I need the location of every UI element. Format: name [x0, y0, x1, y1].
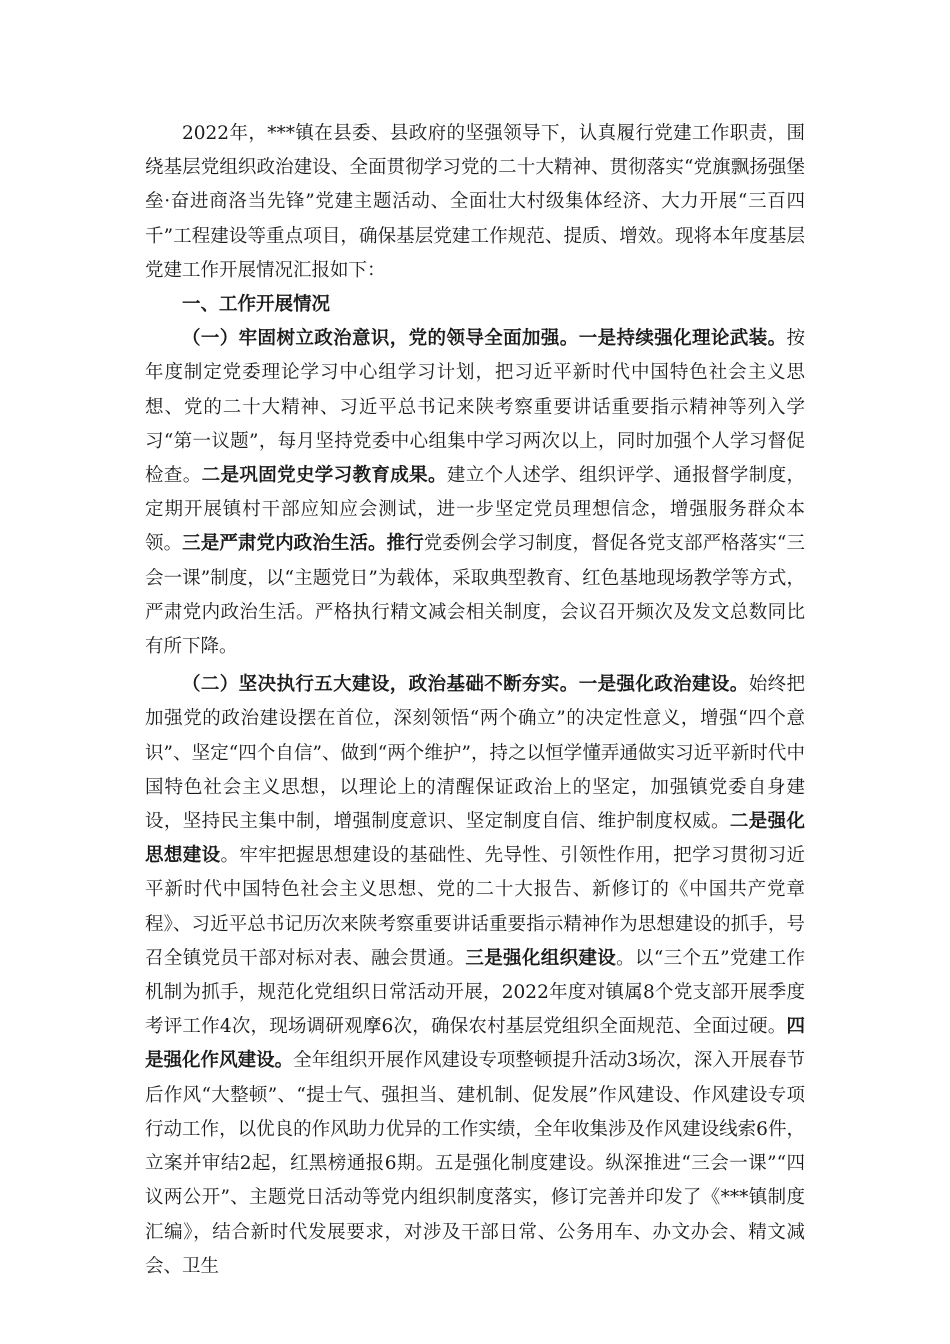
section-heading-text: 一、工作开展情况	[182, 294, 331, 316]
paragraph-2-point-3-text: 。以“三个五”党建工作机制为抓手，规范化党组织日常活动开展，2022年度对镇属8个党支部开展季度考评工作4次，现场调研观摩6次，确保农村基层党组织全面规范、全面过硬。	[145, 947, 805, 1038]
document-body	[145, 117, 805, 1284]
paragraph-1-heading: （一）牢固树立政治意识，党的领导全面加强。	[182, 328, 579, 350]
intro-paragraph	[145, 117, 805, 288]
paragraph-2-point-1-text: 始终把加强党的政治建设摆在首位，深刻领悟“两个确立”的决定性意义，增强“四个意识”、坚定“四个自信”、做到“两个维护”，持之以恒学懂弄通做实习近平新时代中国特色社会主义思想，以理论上的清醒保证政治上的坚定，加强镇党委自身建设，坚持民主集中制，增强制度意识、坚定制度自信、维护制度权威。	[145, 674, 805, 833]
paragraph-1-point-2-label: 二是巩固党史学习教育成果。	[201, 465, 447, 487]
paragraph-2-point-3-label: 三是强化组织建设	[465, 947, 617, 969]
paragraph-2-point-4-text: 全年组织开展作风建设专项整顿提升活动3场次，深入开展春节后作风“大整顿”、“提士气、强担当、建机制、促发展”作风建设、作风建设专项行动工作，以优良的作风助力优异的工作实绩，全年收集涉及作风建设线索6件，立案并审结2起，红黑榜通报6期。五是强化制度建设。纵深推进“三会一课”“四议两公开”、主题党日活动等党内组织制度落实，修订完善并印发了《***镇制度汇编》，结合新时代发展要求，对涉及干部日常、公务用车、办文办会、精文减会、卫生	[145, 1050, 805, 1277]
paragraph-1	[145, 322, 805, 664]
paragraph-2	[145, 668, 805, 1284]
paragraph-2-point-1-label: 一是强化政治建设。	[578, 674, 749, 696]
intro-text: 2022年，***镇在县委、县政府的坚强领导下，认真履行党建工作职责，围绕基层党组织政治建设、全面贯彻学习党的二十大精神、贯彻落实“党旗飘扬强堡垒·奋进商洛当先锋”党建主题活动、全面壮大村级集体经济、大力开展“三百四千”工程建设等重点项目，确保基层党建工作规范、提质、增效。现将本年度基层党建工作开展情况汇报如下：	[145, 123, 805, 281]
paragraph-2-heading: （二）坚决执行五大建设，政治基础不断夯实。	[182, 674, 579, 696]
paragraph-2-point-2-text: 。牢牢把握思想建设的基础性、先导性、引领性作用，把学习贯彻习近平新时代中国特色社会主义思想、党的二十大报告、新修订的《中国共产党章程》、习近平总书记历次来陕考察重要讲话重要指示精神作为思想建设的抓手，号召全镇党员干部对标对表、融会贯通。	[145, 845, 805, 969]
paragraph-2-point-2-label: 二是强化思想建设	[145, 811, 805, 867]
paragraph-1-point-3-label: 三是严肃党内政治生活。推行	[182, 533, 424, 555]
paragraph-1-point-1-text: 按年度制定党委理论学习中心组学习计划，把习近平新时代中国特色社会主义思想、党的二十大精神、习近平总书记来陕考察重要讲话重要指示精神等列入学习“第一议题”，每月坚持党委中心组集中学习两次以上，同时加强个人学习督促检查。	[145, 328, 805, 487]
paragraph-1-point-1-label: 一是持续强化理论武装。	[578, 328, 787, 350]
paragraph-1-point-3-text: 党委例会学习制度，督促各党支部严格落实“三会一课”制度，以“主题党日”为载体，采取典型教育、红色基地现场教学等方式，严肃党内政治生活。严格执行精文减会相关制度，会议召开频次及发文总数同比有所下降。	[145, 533, 805, 658]
paragraph-1-point-2-text: 建立个人述学、组织评学、通报督学制度，定期开展镇村干部应知应会测试，进一步坚定党员理想信念，增强服务群众本领。	[145, 465, 805, 555]
section-heading-1	[145, 288, 805, 322]
paragraph-2-point-4-label: 四是强化作风建设。	[145, 1016, 805, 1072]
